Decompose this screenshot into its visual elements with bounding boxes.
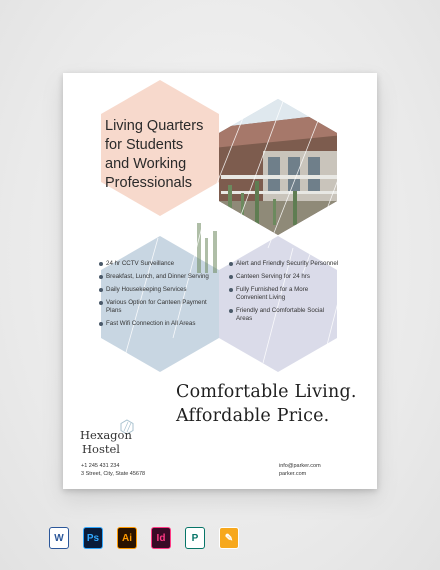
indesign-icon[interactable]: Id xyxy=(151,527,171,549)
contact-online xyxy=(279,462,321,478)
features-list-right xyxy=(229,260,339,328)
feature-item: Canteen Serving for 24 hrs xyxy=(229,273,339,281)
bullet-icon xyxy=(99,322,103,326)
address-text: 3 Street, City, State 45678 xyxy=(81,471,146,477)
pages-icon[interactable]: ✎ xyxy=(219,527,239,549)
bullet-icon xyxy=(229,262,233,266)
flyer-headline xyxy=(105,117,233,193)
app-icons-row xyxy=(0,527,440,551)
feature-item: Fully Furnished for a More Convenient Living xyxy=(229,286,339,302)
brand-line: Hexagon xyxy=(80,428,132,442)
headline-line: for Students xyxy=(105,137,184,153)
email-text: info@parker.com xyxy=(279,463,321,469)
tagline-line: Affordable Price. xyxy=(176,406,330,426)
tagline-line: Comfortable Living. xyxy=(176,382,357,402)
feature-item: Various Option for Canteen Payment Plans xyxy=(99,299,209,315)
tagline xyxy=(176,380,376,428)
headline-line: Professionals xyxy=(105,175,193,191)
feature-item: Alert and Friendly Security Personnel xyxy=(229,260,339,268)
flyer-page xyxy=(63,73,377,489)
illustrator-icon[interactable]: Ai xyxy=(117,527,137,549)
features-list-left xyxy=(99,260,209,333)
bullet-icon xyxy=(99,288,103,292)
bullet-icon xyxy=(229,288,233,292)
feature-item: Fast Wifi Connection in All Areas xyxy=(99,320,209,328)
bullet-icon xyxy=(229,275,233,279)
feature-item: Breakfast, Lunch, and Dinner Serving xyxy=(99,273,209,281)
photoshop-icon[interactable]: Ps xyxy=(83,527,103,549)
phone-text: +1 245 431 234 xyxy=(81,463,120,469)
website-text: parker.com xyxy=(279,471,307,477)
brand-name xyxy=(80,428,150,456)
bullet-icon xyxy=(99,301,103,305)
feature-item: Daily Housekeeping Services xyxy=(99,286,209,294)
feature-item: 24 hr CCTV Surveillance xyxy=(99,260,209,268)
bullet-icon xyxy=(99,275,103,279)
publisher-icon[interactable]: P xyxy=(185,527,205,549)
contact-address xyxy=(81,462,145,478)
headline-line: and Working xyxy=(105,156,187,172)
feature-item: Friendly and Comfortable Social Areas xyxy=(229,307,339,323)
word-icon[interactable]: W xyxy=(49,527,69,549)
brand-line: Hostel xyxy=(82,442,120,456)
bullet-icon xyxy=(99,262,103,266)
headline-line: Living Quarters xyxy=(105,118,204,134)
bullet-icon xyxy=(229,309,233,313)
